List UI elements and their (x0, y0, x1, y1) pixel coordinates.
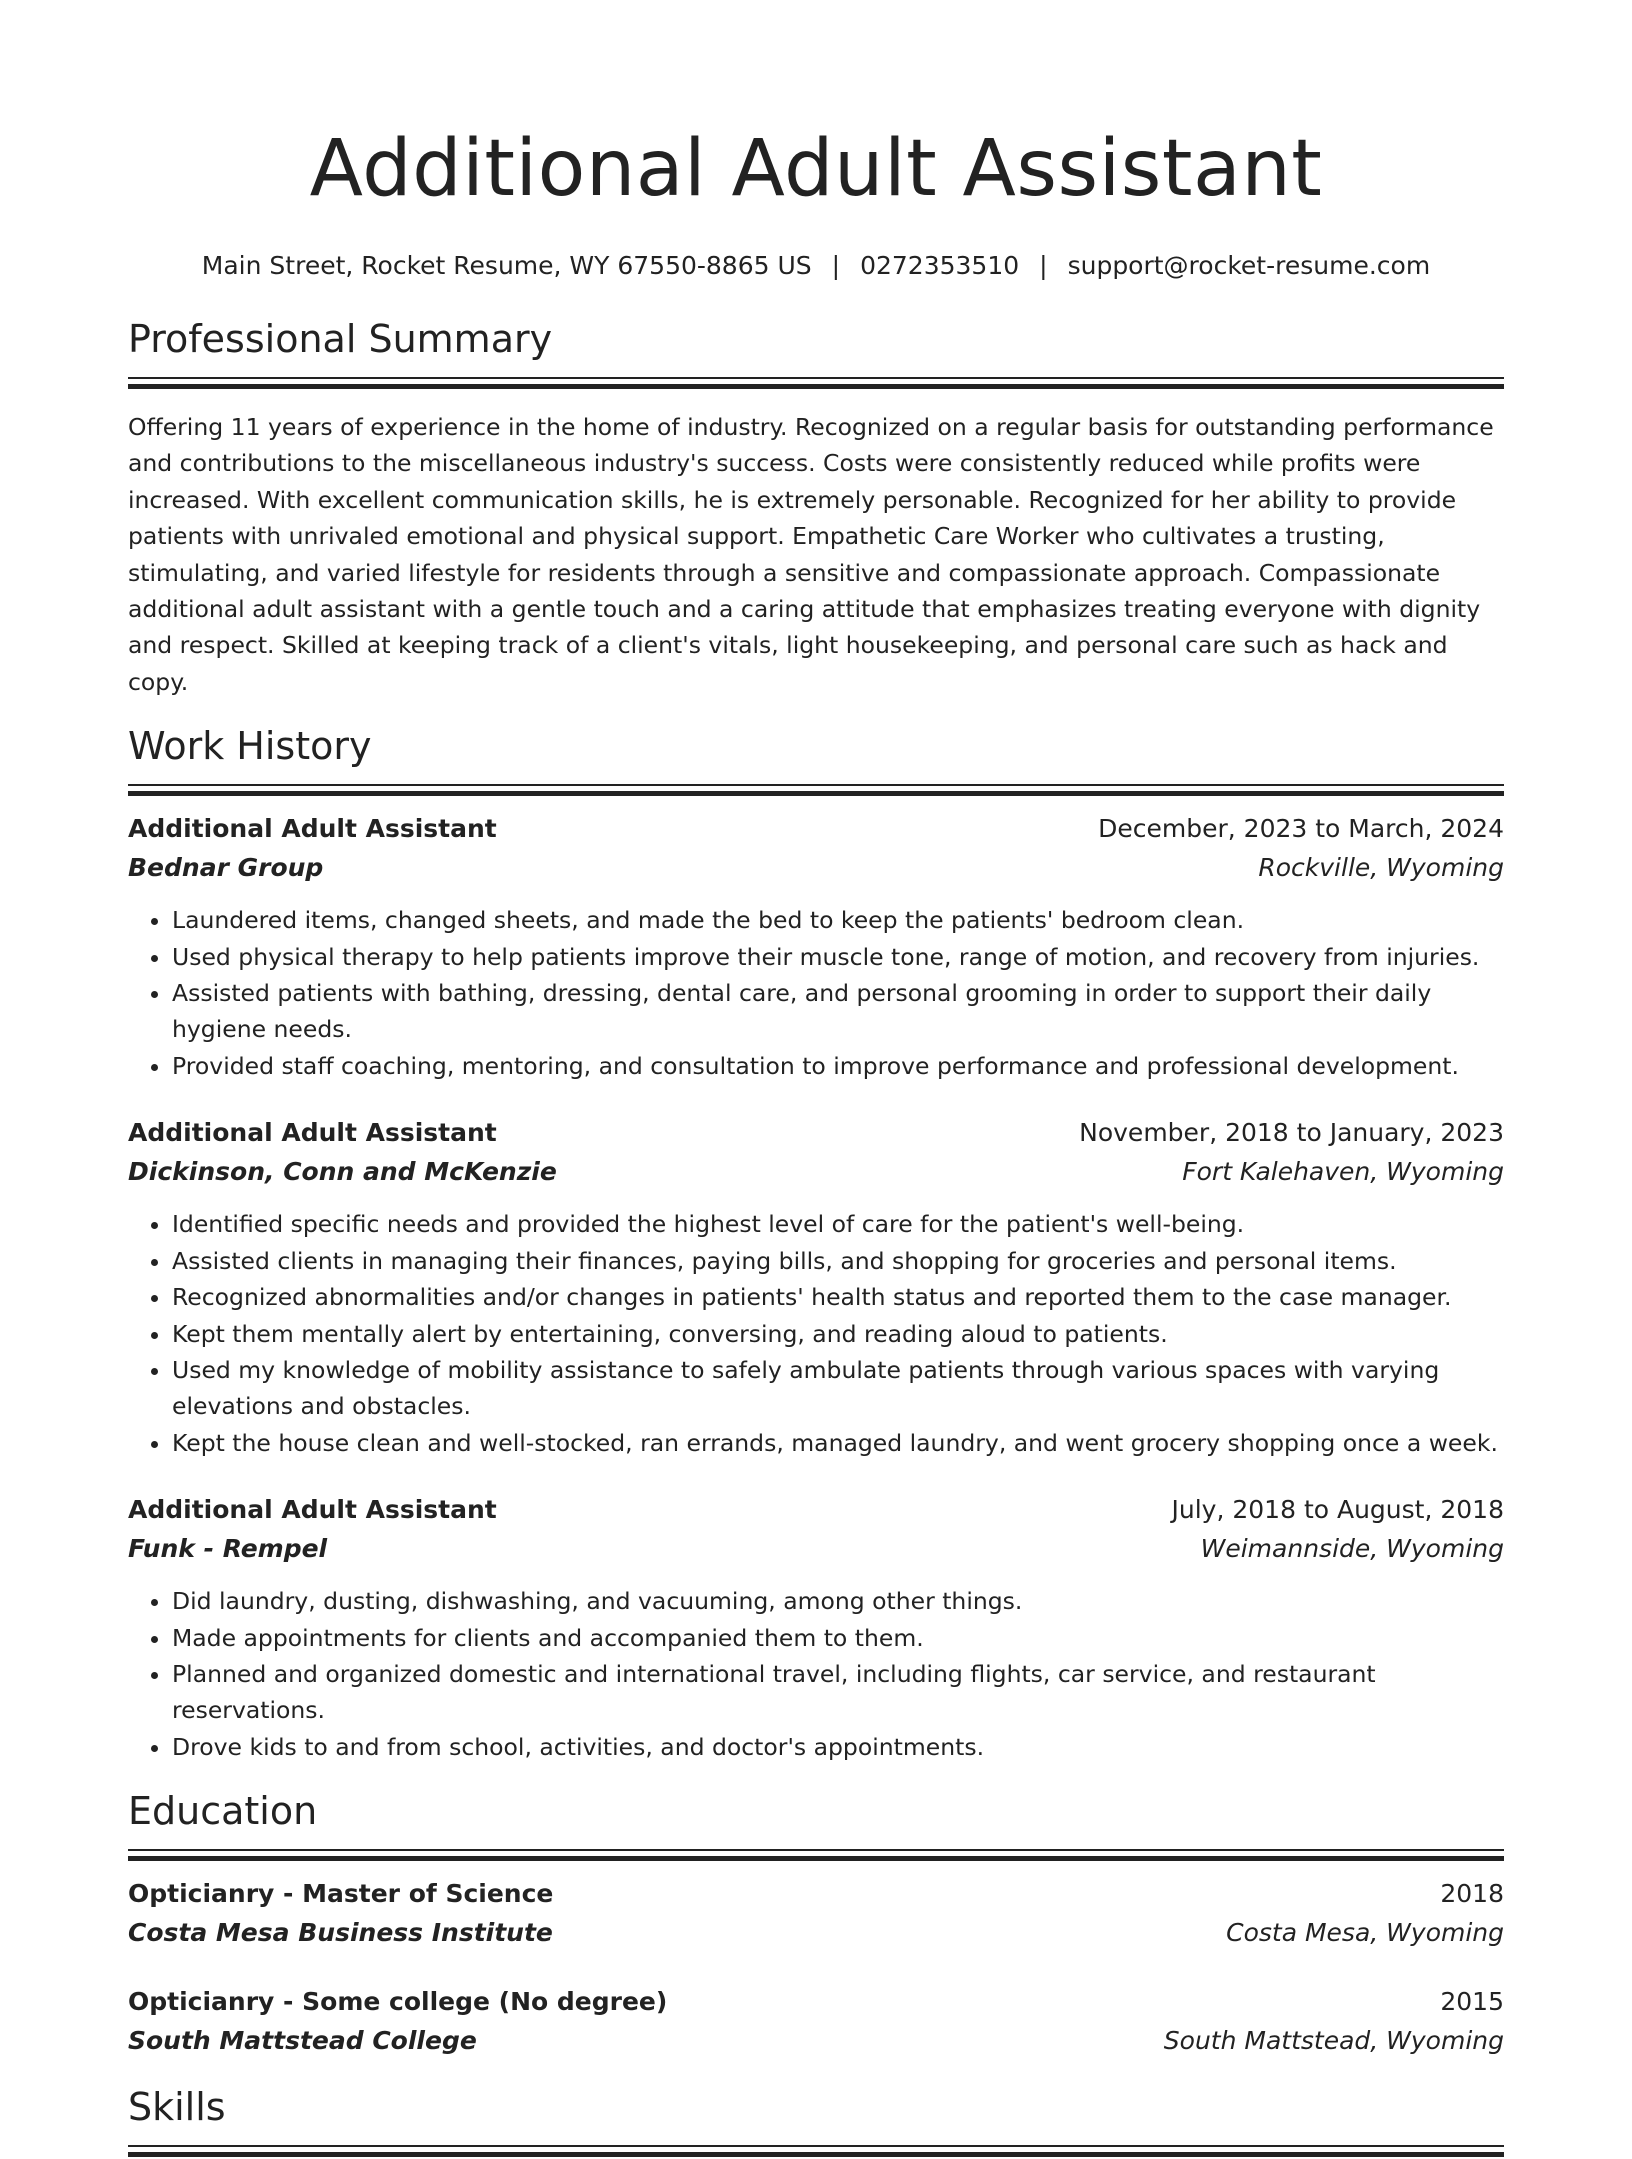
education-degree: Opticianry - Some college (No degree) (128, 1987, 668, 2017)
work-history-section (128, 722, 1504, 1765)
education-entry (128, 1875, 1504, 1953)
job-bullet: • Made appointments for clients and accompanied them to them. (172, 1620, 1504, 1656)
job-company-row (128, 1152, 1504, 1192)
education-degree: Opticianry - Master of Science (128, 1879, 554, 1909)
skills-section (128, 2083, 1504, 2159)
education-header-row (128, 1875, 1504, 1913)
contact-line (128, 249, 1504, 283)
job-company-row (128, 1529, 1504, 1569)
contact-email[interactable]: support@rocket-resume.com (1067, 251, 1431, 280)
job-bullet: • Provided staff coaching, mentoring, and consultation to improve performance and professional development. (172, 1048, 1504, 1084)
job-entry (128, 1114, 1504, 1461)
job-company-row (128, 848, 1504, 888)
education-section (128, 1787, 1504, 2061)
resume-page (128, 0, 1504, 2159)
education-entry (128, 1983, 1504, 2061)
education-year: 2015 (1440, 1987, 1504, 2017)
job-title: Additional Adult Assistant (128, 1495, 497, 1525)
education-school-row (128, 1913, 1504, 1953)
job-title: Additional Adult Assistant (128, 814, 497, 844)
candidate-name: Additional Adult Assistant (309, 124, 1323, 214)
job-header-row (128, 1114, 1504, 1152)
education-school-row (128, 2021, 1504, 2061)
section-title-education: Education (128, 1789, 318, 1834)
job-entry (128, 810, 1504, 1084)
contact-phone: 0272353510 (860, 251, 1020, 280)
summary-text: Offering 11 years of experience in the home of industry. Recognized on a regular basis for outstanding performance and contributions to the miscellaneous industry's success. Costs were consistently reduced while profits were increased. With excellent communication skills, he is extremely personable. Recognized for her ability to provide patients with unrivaled emotional and physical support. Empathetic Care Worker who cultivates a trusting, stimulating, and varied lifestyle for residents through a sensitive and compassionate approach. Compassionate additional adult assistant with a gentle touch and a caring attitude that emphasizes treating everyone with dignity and respect. Skilled at keeping track of a client's vitals, light housekeeping, and personal care such as hack and copy. (128, 413, 1494, 696)
job-bullet: • Assisted clients in managing their finances, paying bills, and shopping for groceries and personal items. (172, 1243, 1504, 1279)
section-title-summary: Professional Summary (128, 317, 553, 361)
job-location: Weimannside, Wyoming (1200, 1534, 1504, 1564)
job-bullet: • Identified specific needs and provided the highest level of care for the patient's well-being. (172, 1206, 1504, 1242)
section-divider (128, 1849, 1504, 1863)
job-location: Rockville, Wyoming (1258, 853, 1504, 883)
job-dates: July, 2018 to August, 2018 (1171, 1495, 1504, 1525)
section-divider (128, 377, 1504, 391)
job-bullet: • Used physical therapy to help patients improve their muscle tone, range of motion, and recovery from injuries. (172, 939, 1504, 975)
job-header-row (128, 1491, 1504, 1529)
job-dates: December, 2023 to March, 2024 (1098, 814, 1504, 844)
contact-separator: | (831, 251, 841, 280)
education-school: South Mattstead College (128, 2026, 477, 2056)
education-school: Costa Mesa Business Institute (128, 1918, 553, 1948)
job-dates: November, 2018 to January, 2023 (1079, 1118, 1504, 1148)
education-year: 2018 (1440, 1879, 1504, 1909)
job-bullets (128, 1583, 1504, 1765)
job-company: Bednar Group (128, 853, 324, 883)
education-location: South Mattstead, Wyoming (1163, 2026, 1504, 2056)
job-bullet: • Did laundry, dusting, dishwashing, and vacuuming, among other things. (172, 1583, 1504, 1619)
job-bullet: • Assisted patients with bathing, dressing, dental care, and personal grooming in order to support their daily hygiene needs. (172, 975, 1504, 1048)
section-title-work: Work History (128, 724, 372, 769)
job-company: Funk - Rempel (128, 1534, 328, 1564)
job-location: Fort Kalehaven, Wyoming (1182, 1157, 1504, 1187)
education-header-row (128, 1983, 1504, 2021)
contact-separator: | (1039, 251, 1048, 280)
job-bullet: • Kept them mentally alert by entertaining, conversing, and reading aloud to patients. (172, 1316, 1504, 1352)
section-title-skills: Skills (128, 2085, 226, 2130)
job-bullet: • Kept the house clean and well-stocked, ran errands, managed laundry, and went grocery shopping once a week. (172, 1425, 1504, 1461)
job-bullet: • Laundered items, changed sheets, and made the bed to keep the patients' bedroom clean. (172, 902, 1504, 938)
job-bullets (128, 1206, 1504, 1461)
summary-section (128, 315, 1504, 700)
job-bullet: • Recognized abnormalities and/or changes in patients' health status and reported them to the case manager. (172, 1279, 1504, 1315)
job-title: Additional Adult Assistant (128, 1118, 497, 1148)
education-location: Costa Mesa, Wyoming (1226, 1918, 1504, 1948)
contact-address: Main Street, Rocket Resume, WY 67550-8865 US (201, 251, 812, 280)
section-divider (128, 784, 1504, 798)
job-company: Dickinson, Conn and McKenzie (128, 1157, 557, 1187)
job-entry (128, 1491, 1504, 1765)
job-bullet: • Drove kids to and from school, activities, and doctor's appointments. (172, 1729, 1504, 1765)
job-header-row (128, 810, 1504, 848)
job-bullet: • Used my knowledge of mobility assistance to safely ambulate patients through various spaces with varying elevations and obstacles. (172, 1352, 1504, 1425)
job-bullets (128, 902, 1504, 1084)
job-bullet: • Planned and organized domestic and international travel, including flights, car service, and restaurant reservations. (172, 1656, 1504, 1729)
section-divider (128, 2145, 1504, 2159)
